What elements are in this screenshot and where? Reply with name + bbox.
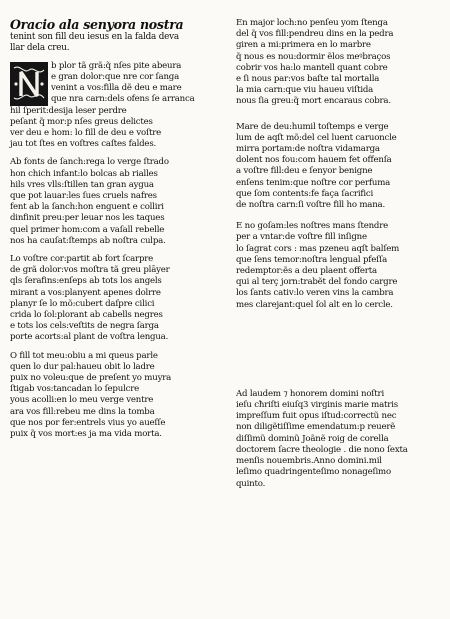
verse-line: dinfinit preu:per leuar nos les taques	[10, 213, 165, 224]
stanza-left-4	[10, 351, 222, 441]
verse-line: e gran dolor:que nre cor ſanga	[51, 71, 180, 82]
right-column	[236, 18, 442, 497]
stanza-right-3	[236, 221, 442, 311]
verse-line: b plor tã grã:q̃ nſes pite abeura	[51, 60, 182, 71]
verse-line: e ſi nous par:vos baſte tal mortalla	[236, 74, 380, 85]
left-column	[10, 18, 222, 447]
verse-line: ver deu e hom: lo fill de deu e voſtre	[10, 127, 161, 138]
verse-line: Lo voſtre cor:partit ab fort ſcarpre	[10, 253, 154, 264]
verse-line: nos ha cauſat:ſtemps ab noſtra culpa.	[10, 235, 166, 246]
decorated-initial-n-icon	[10, 62, 48, 106]
verse-line: enſens tenim:que noſtre cor perfuma	[236, 177, 391, 188]
verse-line: la mia carn:que viu haueu viſtida	[236, 85, 374, 96]
verse-line: crida lo ſol:plorant ab cabells negres	[10, 309, 163, 320]
stanza-left-3	[10, 254, 222, 344]
verse-line: dolent nos fou:com hauem fet offenſa	[236, 155, 392, 166]
stanza-left-2	[10, 157, 222, 247]
stanza-left-1	[10, 61, 222, 151]
verse-line: e tots los cels:veſtits de negra ſarga	[10, 321, 159, 332]
verse-line: del q̃ vos fill:pendreu dins en la pedra	[236, 29, 394, 40]
stanza-right-1	[236, 18, 442, 108]
poem-subtitle	[10, 32, 222, 54]
verse-line: porte acorts:al plant de voſtra lengua.	[10, 332, 169, 343]
decorated-initial-row	[10, 61, 222, 106]
verse-line: redemptor:ẽs a deu plaent offerta	[236, 266, 377, 277]
verse-line: de noſtra carn:ſi voſtre fill ho mana.	[236, 200, 386, 211]
verse-line: de grã dolor:vos moſtra tã greu plāyer	[10, 265, 170, 276]
verse-line: hils vres vlls:ſtillen tan gran aygua	[10, 179, 154, 190]
verse-line: que nra carn:dels ofens ſe arranca	[51, 94, 195, 105]
subtitle-line: llar dela creu.	[10, 42, 70, 53]
verse-line: O fill tot meu:obiu a mi queus parle	[10, 350, 158, 361]
verse-line: quen lo dur pal:haueu obit lo ladre	[10, 361, 155, 372]
initial-side-lines	[51, 61, 222, 106]
verse-line: mirra portam:de noſtra vidamarga	[236, 144, 380, 155]
verse-line: mes clarejant:quel ſol alt en lo cercle.	[236, 299, 393, 310]
verse-line: Mare de deu:humil toſtemps e verge	[236, 121, 389, 132]
verse-line: que pot lauar:les ſues cruels nafres	[10, 190, 157, 201]
verse-line: puix no voleu:que de preſent yo muyra	[10, 372, 172, 383]
verse-line: mirant a vos:planyent apenes dolrre	[10, 287, 161, 298]
subtitle-line: tenint son fill deu iesus en la falda deva	[10, 31, 179, 42]
verse-line: lum de aqſt mõ:del cel luent caruoncle	[236, 132, 397, 143]
verse-line: E no goſam:les noſtres mans ſtendre	[236, 221, 389, 232]
stanza-right-2	[236, 122, 442, 212]
colophon-line: quinto.	[236, 478, 266, 489]
verse-line: hon chich infant:lo bolcas ab rialles	[10, 168, 158, 179]
verse-line: que ſom contents:fe faça ſacrifici	[236, 188, 374, 199]
verse-line: ſtigab vos:tancadan lo ſepulcre	[10, 384, 140, 395]
verse-line: lo ſagrat cors : mas pzeneu aqſt balſem	[236, 243, 400, 254]
verse-line: Ab fonts de ſanch:rega lo verge ſtrado	[10, 157, 169, 168]
verse-line: nous ſia greu:q̃ mort encaraus cobra.	[236, 96, 391, 107]
verse-line: fent ab la ſanch:hon enguent e colliri	[10, 202, 164, 213]
verse-line: los ſants cativ:lo veren vins la cambra	[236, 288, 394, 299]
verse-line: planyr ſe lo mõ:cubert daſpre cilici	[10, 298, 155, 309]
verse-line: q̃ nous es nou:dormir ẽlos meꝰbraços	[236, 51, 391, 62]
colophon	[236, 389, 442, 490]
verse-line: qls ſerafins:enſeps ab tots los angels	[10, 276, 162, 287]
verse-line: hil ſperit:desija leser perdre	[10, 105, 127, 116]
colophon-line: non diligẽtiſſime emendatum:p reuerẽ	[236, 422, 396, 433]
verse-line: yous acolli:en lo meu verge ventre	[10, 395, 154, 406]
colophon-line: doctorem ſacre theologie . die nono ſexta	[236, 444, 408, 455]
verse-line: ara vos fill:rebeu me dins la tomba	[10, 406, 155, 417]
colophon-line: ieſu cħriſti eiuſq3 virginis marie matris	[236, 400, 398, 411]
colophon-line: menſis nouembris.Anno domini.mil	[236, 456, 382, 467]
verse-line: puix q̃ vos mort:es ja ma vida morta.	[10, 428, 162, 439]
colophon-line: leſimo quadringenteſimo nonageſimo	[236, 467, 391, 478]
verse-line: que nos por fer:entrels vius yo aueſſe	[10, 417, 166, 428]
poem-title: Oracio ala senyora nostra	[10, 17, 184, 32]
verse-line: qui al terç jorn:trabẽt del fondo cargre	[236, 277, 398, 288]
verse-line: jau tot ſtes en voſtres caſtes faldes.	[10, 139, 157, 150]
verse-line: cobrir vos ha:lo mantell quant cobre	[236, 62, 388, 73]
verse-line: venint a vos:filla dẽ deu e mare	[51, 82, 182, 93]
colophon-line: impreſſum fuit opus iſtud:correctũ nec	[236, 411, 397, 422]
colophon-line: diſſimũ dominũ Joãnẽ roig de corella	[236, 433, 389, 444]
verse-line: que ſens temor:noſtra lengual pfeſſa	[236, 254, 388, 265]
verse-line: a voſtre fill:deu e ſenyor benigne	[236, 166, 373, 177]
verse-line: per a vntar:de voſtre fill inſigne	[236, 232, 367, 243]
verse-line: giren a mi:primera en lo marbre	[236, 40, 371, 51]
colophon-line: Ad laudem ⁊ honorem domini noſtri	[236, 388, 384, 399]
verse-line: En major loch:no penſeu yom ſtenga	[236, 18, 388, 28]
verse-line: quel primer hom:com a vaſall rebelle	[10, 224, 165, 235]
verse-line: peſant q̃ mor:p nſes greus delictes	[10, 116, 153, 127]
